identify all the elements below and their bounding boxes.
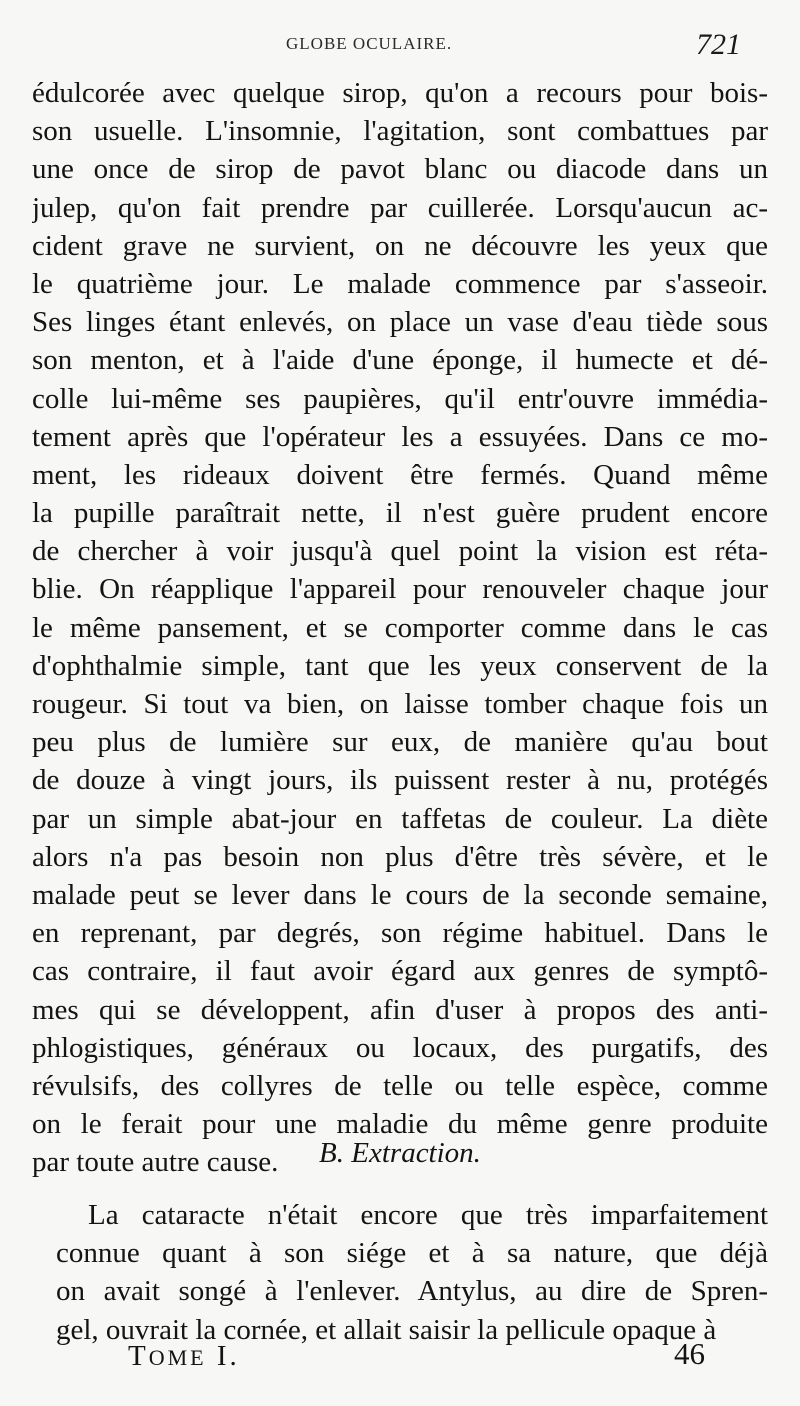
text-line: son usuelle. L'insomnie, l'agitation, sont combattues par (32, 115, 768, 148)
text-line: cident grave ne survient, on ne découvre les yeux que (32, 229, 768, 262)
page-number: 721 (696, 28, 741, 61)
signature-initial: T (128, 1340, 149, 1372)
signature-volume: I. (216, 1340, 240, 1372)
text-line: on le ferait pour une maladie du même genre produite (32, 1108, 768, 1141)
text-line: blie. On réapplique l'appareil pour renouveler chaque jour (32, 573, 768, 606)
text-line: en reprenant, par degrés, son régime habituel. Dans le (32, 917, 768, 950)
text-line: mes qui se développent, afin d'user à propos des anti- (32, 993, 768, 1026)
text-line: connue quant à son siége et à sa nature, que déjà (56, 1237, 768, 1270)
paragraph-2 (56, 1196, 768, 1349)
volume-signature (128, 1340, 240, 1373)
sheet-number: 46 (674, 1336, 705, 1371)
text-line: on avait songé à l'enlever. Antylus, au dire de Spren- (56, 1275, 768, 1308)
text-line: de chercher à voir jusqu'à quel point la vision est réta- (32, 535, 768, 568)
text-line: par un simple abat-jour en taffetas de couleur. La diète (32, 802, 768, 835)
text-line: colle lui-même ses paupières, qu'il entr'ouvre immédia- (32, 382, 768, 415)
page-footer (0, 1336, 800, 1390)
text-line: peu plus de lumière sur eux, de manière qu'au bout (32, 726, 768, 759)
text-line: julep, qu'on fait prendre par cuillerée. Lorsqu'aucun ac- (32, 191, 768, 224)
text-line: édulcorée avec quelque sirop, qu'on a recours pour bois- (32, 77, 768, 109)
text-line: de douze à vingt jours, ils puissent rester à nu, protégés (32, 764, 768, 797)
text-line: phlogistiques, généraux ou locaux, des purgatifs, des (32, 1031, 768, 1064)
running-title: GLOBE OCULAIRE. (286, 34, 453, 53)
text-line: la pupille paraîtrait nette, il n'est guère prudent encore (32, 497, 768, 530)
running-head (0, 28, 800, 64)
text-line: Ses linges étant enlevés, on place un vase d'eau tiède sous (32, 306, 768, 339)
text-line: La cataracte n'était encore que très imparfaitement (88, 1199, 768, 1231)
text-line: rougeur. Si tout va bien, on laisse tomber chaque fois un (32, 688, 768, 720)
text-line: cas contraire, il faut avoir égard aux genres de symptô- (32, 955, 768, 988)
text-line: ment, les rideaux doivent être fermés. Quand même (32, 458, 768, 491)
section-heading: B. Extraction. (319, 1137, 481, 1169)
text-line: le même pansement, et se comporter comme dans le cas (32, 611, 768, 644)
text-line: d'ophthalmie simple, tant que les yeux conservent de la (32, 649, 768, 682)
signature-word-rest: OME (148, 1345, 207, 1370)
text-line: révulsifs, des collyres de telle ou telle espèce, comme (32, 1069, 768, 1102)
text-line: son menton, et à l'aide d'une éponge, il humecte et dé- (32, 344, 768, 377)
paragraph-1 (32, 74, 768, 1181)
text-line: gel, ouvrait la cornée, et allait saisir la pellicule opaque à (56, 1313, 717, 1346)
text-line: par toute autre cause. (32, 1146, 279, 1179)
text-line: une once de sirop de pavot blanc ou diacode dans un (32, 153, 768, 186)
text-line: malade peut se lever dans le cours de la seconde semaine, (32, 878, 768, 911)
text-line: le quatrième jour. Le malade commence par s'asseoir. (32, 267, 768, 300)
text-line: tement après que l'opérateur les a essuyées. Dans ce mo- (32, 420, 768, 453)
text-line: alors n'a pas besoin non plus d'être très sévère, et le (32, 840, 768, 873)
